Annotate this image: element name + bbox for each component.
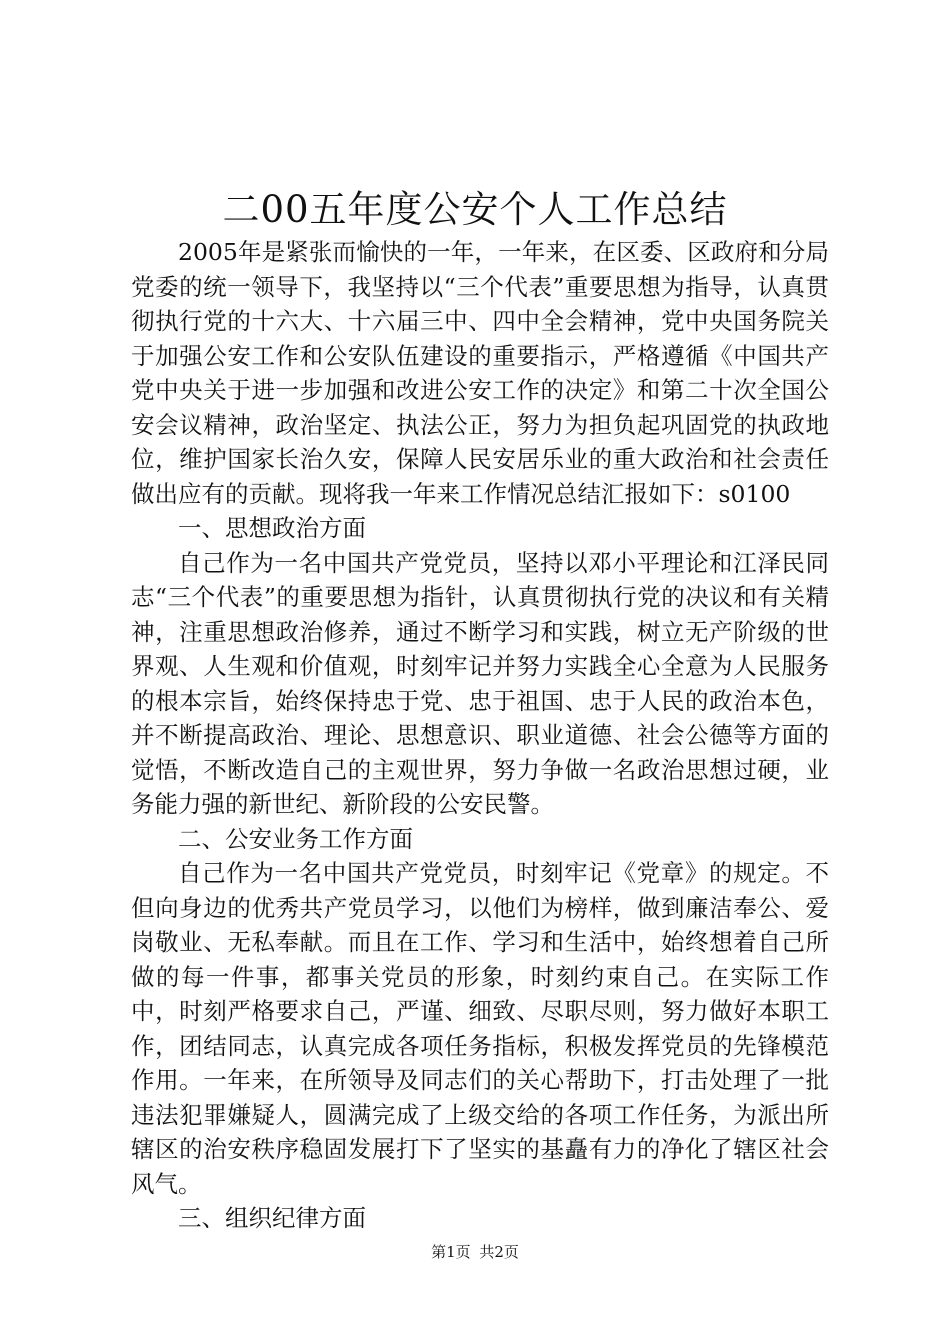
document-title: 二00五年度公安个人工作总结 [222,188,728,231]
section-heading-3: 三、组织纪律方面 [178,1204,366,1232]
page-total: 共2页 [479,1243,519,1261]
paragraph-intro: 2005年是紧张而愉快的一年，一年来，在区委、区政府和分局党委的统一领导下，我坚持以“三个代表”重要思想为指导，认真贯彻执行党的十六大、十六届三中、四中全会精神，党中央国务院关于加强公安工作和公安队伍建设的重要指示，严格遵循《中国共产党中央关于进一步加强和改进公安工作的决定》和第二十次全国公安会议精神，政治坚定、执法公正，努力为担负起巩固党的执政地位，维护国家长治久安，保障人民安居乐业的重大政治和社会责任做出应有的贡献。现将我一年来工作情况总结汇报如下：s0100 [131,238,829,508]
document-body [131,235,829,1236]
section-heading-1: 一、思想政治方面 [178,514,366,542]
page-footer [0,1242,950,1262]
section-heading-2: 二、公安业务工作方面 [178,824,413,853]
page-number: 第1页 [431,1243,471,1261]
paragraph-work: 自己作为一名中国共产党党员，时刻牢记《党章》的规定。不但向身边的优秀共产党员学习，以他们为榜样，做到廉洁奉公、爱岗敬业、无私奉献。而且在工作、学习和生活中，始终想着自己所做的每一件事，都事关党员的形象，时刻约束自己。在实际工作中，时刻严格要求自己，严谨、细致、尽职尽则，努力做好本职工作，团结同志，认真完成各项任务指标，积极发挥党员的先锋模范作用。一年来，在所领导及同志们的关心帮助下，打击处理了一批违法犯罪嫌疑人，圆满完成了上级交给的各项工作任务，为派出所辖区的治安秩序稳固发展打下了坚实的基矗有力的净化了辖区社会风气。 [131,859,829,1198]
paragraph-political: 自己作为一名中国共产党党员，坚持以邓小平理论和江泽民同志“三个代表”的重要思想为指针，认真贯彻执行党的决议和有关精神，注重思想政治修养，通过不断学习和实践，树立无产阶级的世界观、人生观和价值观，时刻牢记并努力实践全心全意为人民服务的根本宗旨，始终保持忠于党、忠于祖国、忠于人民的政治本色，并不断提高政治、理论、思想意识、职业道德、社会公德等方面的觉悟，不断改造自己的主观世界，努力争做一名政治思想过硬，业务能力强的新世纪、新阶段的公安民警。 [131,548,829,818]
